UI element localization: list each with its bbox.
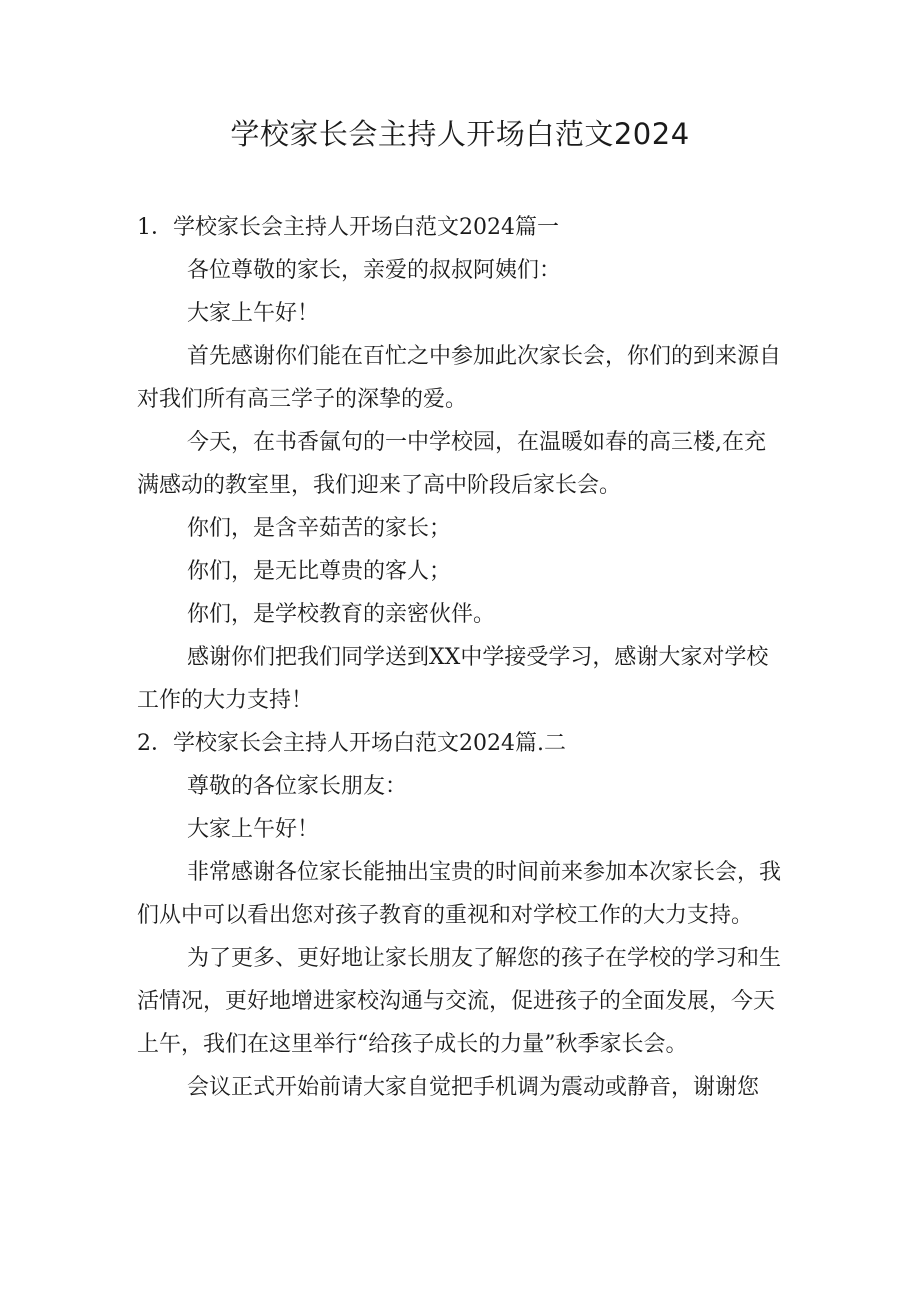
document-body (137, 206, 787, 1109)
section-heading-2: 2．学校家长会主持人开场白范文2024篇.二 (137, 731, 566, 756)
paragraph: 为了更多、更好地让家长朋友了解您的孩子在学校的学习和生活情况，更好地增进家校沟通与交流，促进孩子的全面发展，今天上午，我们在这里举行“给孩子成长的力量”秋季家长会。 (137, 946, 782, 1057)
paragraph: 大家上午好！ (187, 301, 320, 326)
paragraph: 尊敬的各位家长朋友： (187, 774, 408, 799)
paragraph: 首先感谢你们能在百忙之中参加此次家长会，你们的到来源自对我们所有高三学子的深挚的爱。 (137, 344, 782, 412)
section-heading-1: 1．学校家长会主持人开场白范文2024篇一 (137, 215, 559, 240)
paragraph: 感谢你们把我们同学送到XX中学接受学习，感谢大家对学校工作的大力支持！ (137, 645, 769, 713)
paragraph: 大家上午好！ (187, 817, 320, 842)
paragraph: 你们，是含辛茹苦的家长； (187, 516, 452, 541)
document-title: 学校家长会主持人开场白范文2024 (230, 117, 690, 151)
paragraph: 非常感谢各位家长能抽出宝贵的时间前来参加本次家长会，我们从中可以看出您对孩子教育的重视和对学校工作的大力支持。 (137, 860, 782, 928)
paragraph: 今天，在书香氤句的一中学校园，在温暖如春的高三楼,在充满感动的教室里，我们迎来了高中阶段后家长会。 (137, 430, 766, 498)
paragraph: 各位尊敬的家长，亲爱的叔叔阿姨们： (187, 258, 562, 283)
paragraph: 会议正式开始前请大家自觉把手机调为震动或静音，谢谢您 (187, 1075, 760, 1100)
paragraph: 你们，是无比尊贵的客人； (187, 559, 452, 584)
paragraph: 你们，是学校教育的亲密伙伴。 (187, 602, 496, 627)
